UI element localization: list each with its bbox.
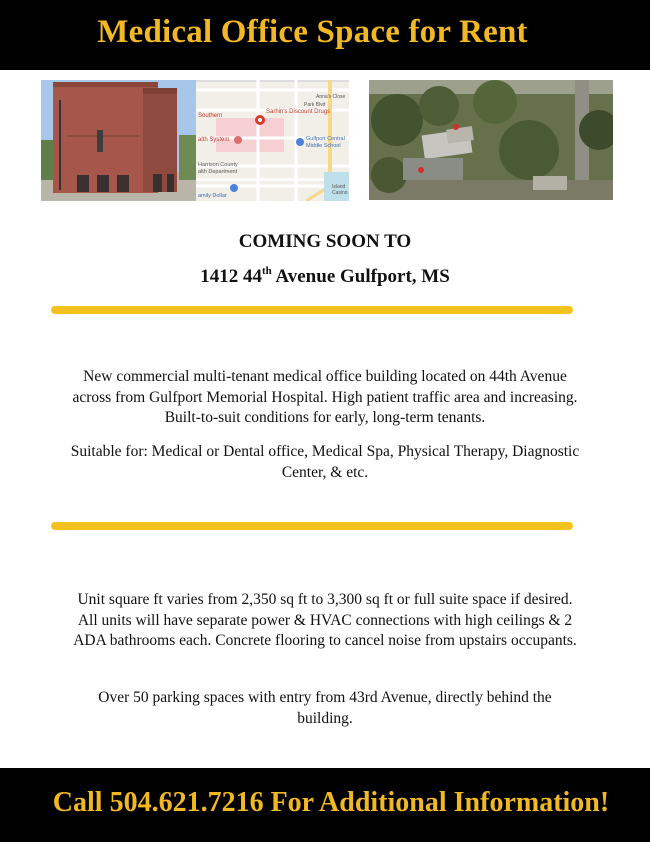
- contact-call-to-action: Call 504.621.7216 For Additional Information!: [52, 787, 610, 818]
- coming-soon-heading: COMING SOON TO: [238, 231, 412, 252]
- map-label: Island: [332, 184, 346, 190]
- address-ordinal: th: [261, 265, 272, 277]
- map-label: Sarhin's Discount Drugs: [266, 109, 331, 115]
- location-map: [196, 80, 349, 201]
- map-label: alth Department: [198, 169, 238, 175]
- description-paragraph: New commercial multi-tenant medical office building located on 44th Avenue across from Gulfport Memorial Hospital. High patient traffic area and increasing. Built-to-suit conditions for early, long-term tenants.: [72, 368, 578, 426]
- map-label: amily Dollar: [198, 193, 227, 199]
- map-label: Casino: [332, 190, 348, 196]
- map-label: alth System: [198, 137, 230, 143]
- parking-paragraph: Over 50 parking spaces with entry from 43rd Avenue, directly behind the building.: [98, 689, 552, 727]
- yellow-divider: [51, 522, 573, 530]
- address-heading: [0, 265, 650, 288]
- suitability-paragraph: Suitable for: Medical or Dental office, Medical Spa, Physical Therapy, Diagnostic Center, & etc.: [70, 443, 580, 481]
- map-label: Middle School: [306, 143, 341, 149]
- map-label: Park Blvd: [304, 102, 326, 108]
- map-label: Gulfport Central: [306, 136, 345, 142]
- aerial-photo: [369, 80, 613, 200]
- page-title: Medical Office Space for Rent: [97, 14, 528, 50]
- yellow-divider: [51, 306, 573, 314]
- map-label: Anna's Close: [316, 94, 346, 100]
- unit-details-paragraph: Unit square ft varies from 2,350 sq ft to 3,300 sq ft or full suite space if desired. All units will have separate power & HVAC connections with high ceilings & 2 ADA bathrooms each. Concrete flooring to cancel noise from upstairs occupants.: [73, 591, 577, 649]
- address-street: Avenue Gulfport, MS: [271, 266, 450, 287]
- building-photo: [41, 80, 196, 201]
- map-label: Harrison County: [198, 162, 238, 168]
- address-number: 1412 44: [200, 266, 262, 287]
- map-label: Southern: [198, 113, 223, 119]
